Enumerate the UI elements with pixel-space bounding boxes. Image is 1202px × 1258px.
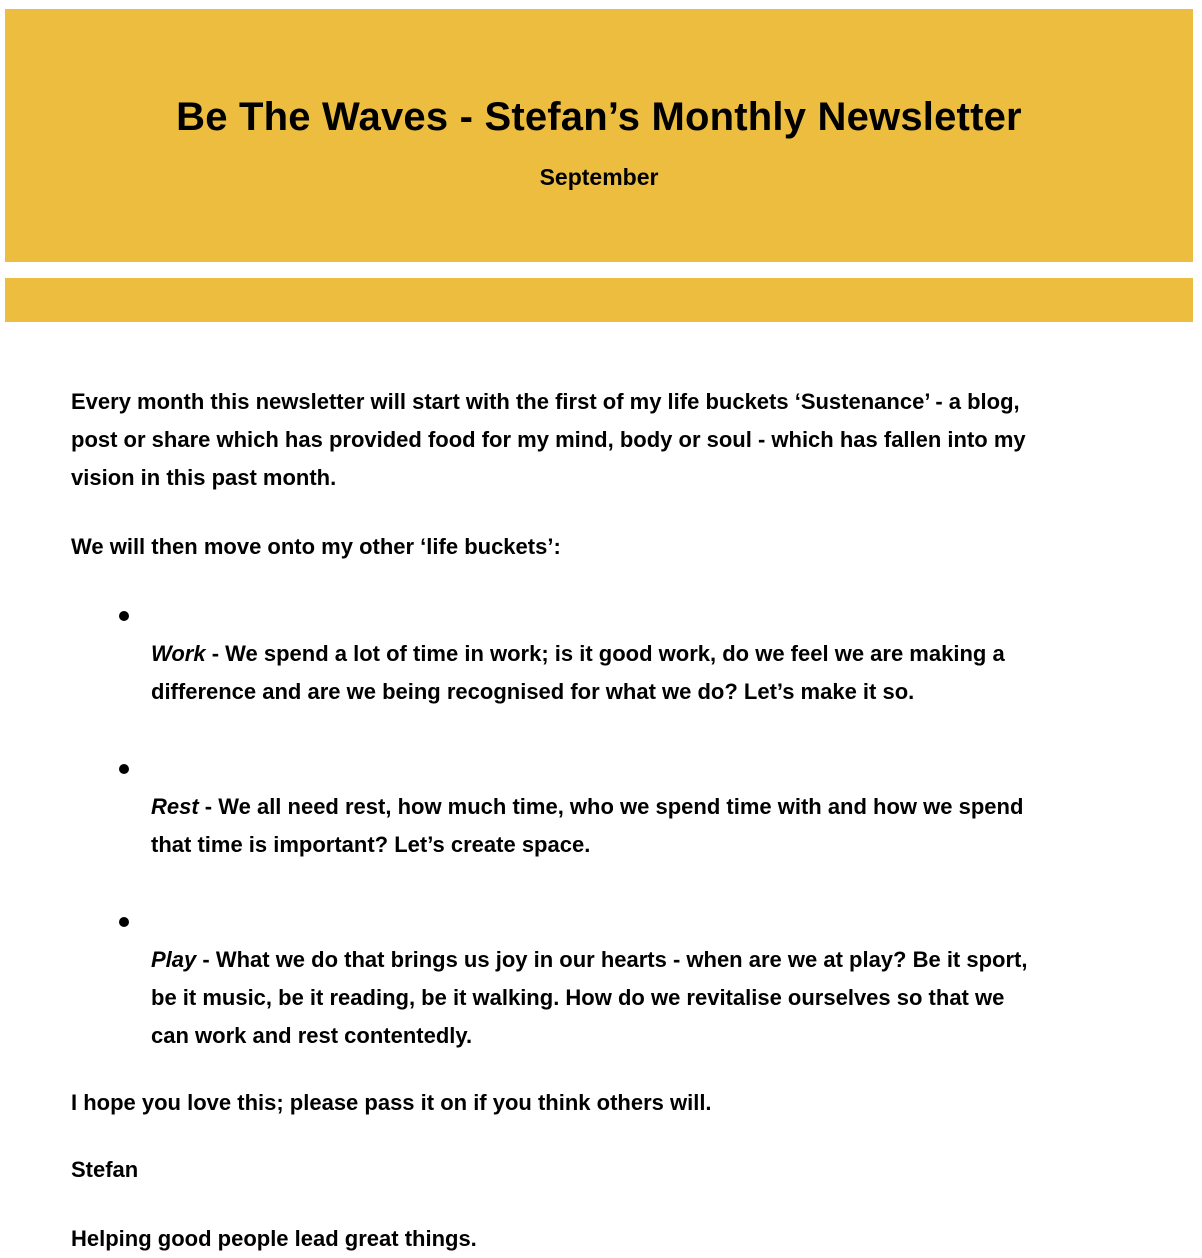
signature: Stefan	[71, 1157, 139, 1182]
life-buckets-list	[71, 597, 1131, 1055]
bucket-description: - What we do that brings us joy in our hearts - when are we at play? Be it sport, be it music, be it reading, be it walking. How do we revitalise ourselves so that we can work and rest contentedly.	[151, 947, 1028, 1048]
list-item-work	[71, 597, 1131, 711]
bucket-name: Work	[151, 641, 206, 666]
list-item-play	[71, 903, 1131, 1055]
list-item-rest	[71, 750, 1131, 864]
intro-paragraph: Every month this newsletter will start with the first of my life buckets ‘Sustenance’ - a blog, post or share which has provided food for my mind, body or soul - which has fallen into my vision in this past month.	[71, 389, 1026, 490]
life-buckets-intro: We will then move onto my other ‘life buckets’:	[71, 534, 561, 559]
bullet-icon	[119, 611, 129, 621]
bullet-icon	[119, 764, 129, 774]
bucket-description: - We spend a lot of time in work; is it good work, do we feel we are making a difference and are we being recognised for what we do? Let’s make it so.	[151, 641, 1005, 704]
closing-paragraph: I hope you love this; please pass it on if you think others will.	[71, 1090, 712, 1115]
bucket-name: Rest	[151, 794, 199, 819]
bucket-name: Play	[151, 947, 197, 972]
newsletter-title: Be The Waves - Stefan’s Monthly Newsletter	[176, 95, 1022, 139]
tagline: Helping good people lead great things.	[71, 1226, 477, 1251]
divider-band	[5, 278, 1193, 322]
header-banner	[5, 9, 1193, 262]
bucket-description: - We all need rest, how much time, who we spend time with and how we spend that time is important? Let’s create space.	[151, 794, 1024, 857]
bullet-icon	[119, 917, 129, 927]
newsletter-month: September	[539, 164, 659, 190]
newsletter-body	[71, 383, 1131, 1258]
